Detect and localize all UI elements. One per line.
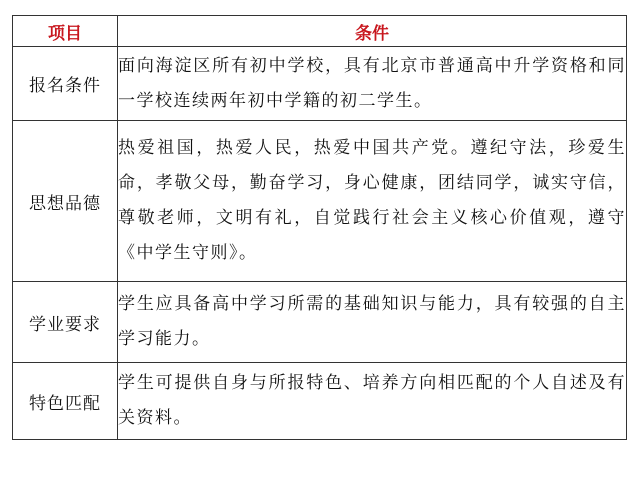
row-item-label: 思想品德 (13, 121, 118, 282)
table-header-row (13, 16, 627, 47)
row-condition-text: 热爱祖国，热爱人民，热爱中国共产党。遵纪守法，珍爱生命，孝敬父母，勤奋学习，身心健康，团结同学，诚实守信，尊敬老师，文明有礼，自觉践行社会主义核心价值观，遵守《中学生守则》。 (118, 121, 627, 282)
column-header-condition: 条件 (118, 16, 627, 47)
table-row (13, 47, 627, 121)
row-item-label: 报名条件 (13, 47, 118, 121)
row-condition-text: 面向海淀区所有初中学校，具有北京市普通高中升学资格和同一学校连续两年初中学籍的初二学生。 (118, 47, 627, 121)
row-item-label: 特色匹配 (13, 363, 118, 440)
table-row (13, 363, 627, 440)
requirements-table (12, 15, 627, 440)
row-item-label: 学业要求 (13, 282, 118, 363)
table-row (13, 282, 627, 363)
row-condition-text: 学生应具备高中学习所需的基础知识与能力，具有较强的自主学习能力。 (118, 282, 627, 363)
row-condition-text: 学生可提供自身与所报特色、培养方向相匹配的个人自述及有关资料。 (118, 363, 627, 440)
table-row (13, 121, 627, 282)
column-header-item: 项目 (13, 16, 118, 47)
